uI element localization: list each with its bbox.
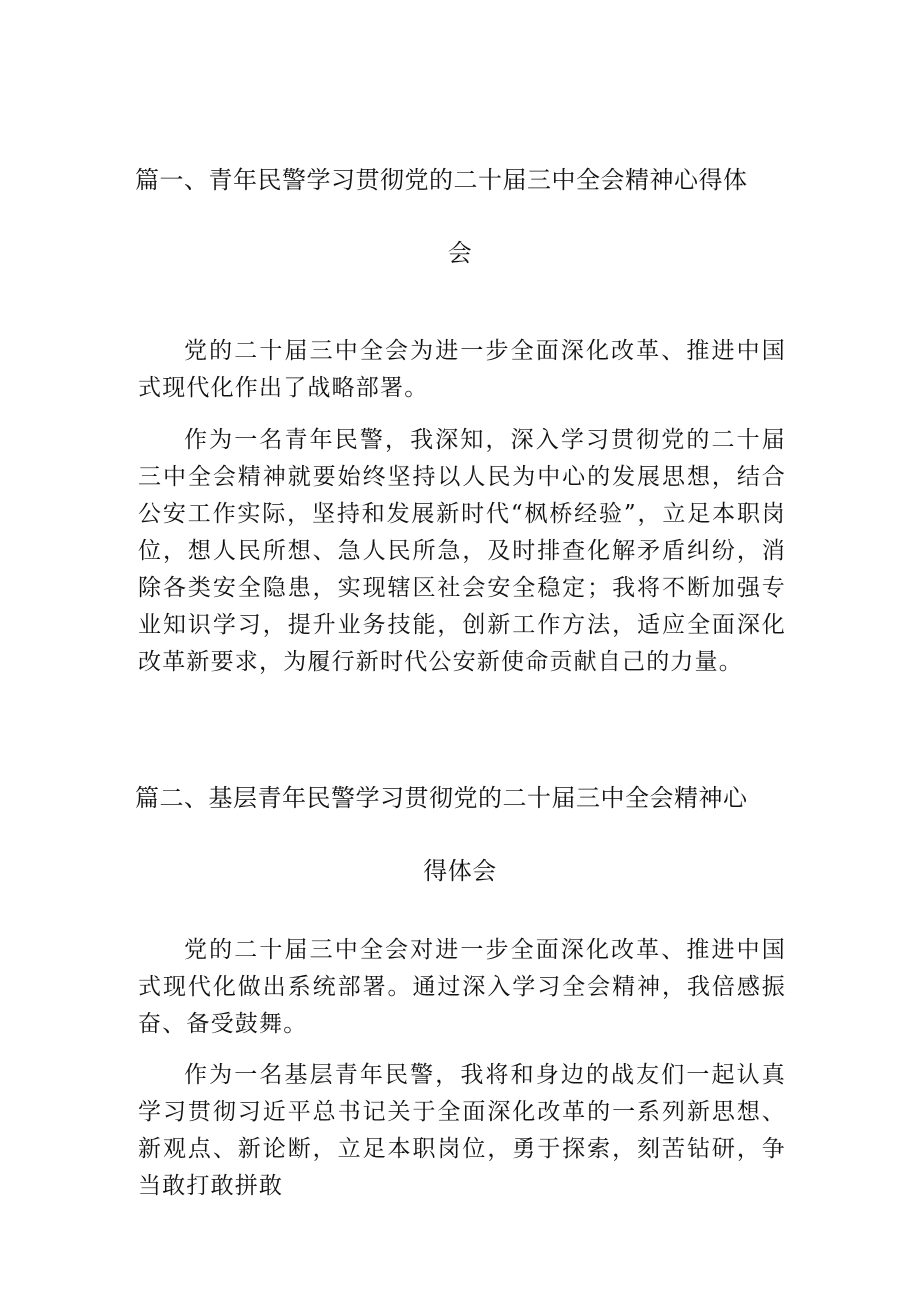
section-2-paragraph-2: 作为一名基层青年民警，我将和身边的战友们一起认真学习贯彻习近平总书记关于全面深化改革的一系列新思想、新观点、新论断，立足本职岗位，勇于探索，刻苦钻研，争当敢打敢拼敢 [138, 1062, 786, 1199]
section-1-heading-line1: 篇一、青年民警学习贯彻党的二十届三中全会精神心得体 [135, 166, 748, 194]
section-1-heading-line2: 会 [447, 239, 473, 267]
section-2-heading-line2: 得体会 [423, 857, 497, 885]
section-2-heading [135, 780, 785, 889]
section-1-heading [135, 162, 785, 271]
section-1-paragraph-2: 作为一名青年民警，我深知，深入学习贯彻党的二十届三中全会精神就要始终坚持以人民为中心的发展思想，结合公安工作实际，坚持和发展新时代“枫桥经验”，立足本职岗位，想人民所想、急人民所急，及时排查化解矛盾纠纷，消除各类安全隐患，实现辖区社会安全稳定；我将不断加强专业知识学习，提升业务技能，创新工作方法，适应全面深化改革新要求，为履行新时代公安新使命贡献自己的力量。 [138, 427, 786, 675]
section-2-heading-line1: 篇二、基层青年民警学习贯彻党的二十届三中全会精神心 [135, 784, 748, 812]
section-1-paragraph-1: 党的二十届三中全会为进一步全面深化改革、推进中国式现代化作出了战略部署。 [138, 338, 786, 401]
section-2-paragraph-1: 党的二十届三中全会对进一步全面深化改革、推进中国式现代化做出系统部署。通过深入学习全会精神，我倍感振奋、备受鼓舞。 [138, 937, 786, 1037]
